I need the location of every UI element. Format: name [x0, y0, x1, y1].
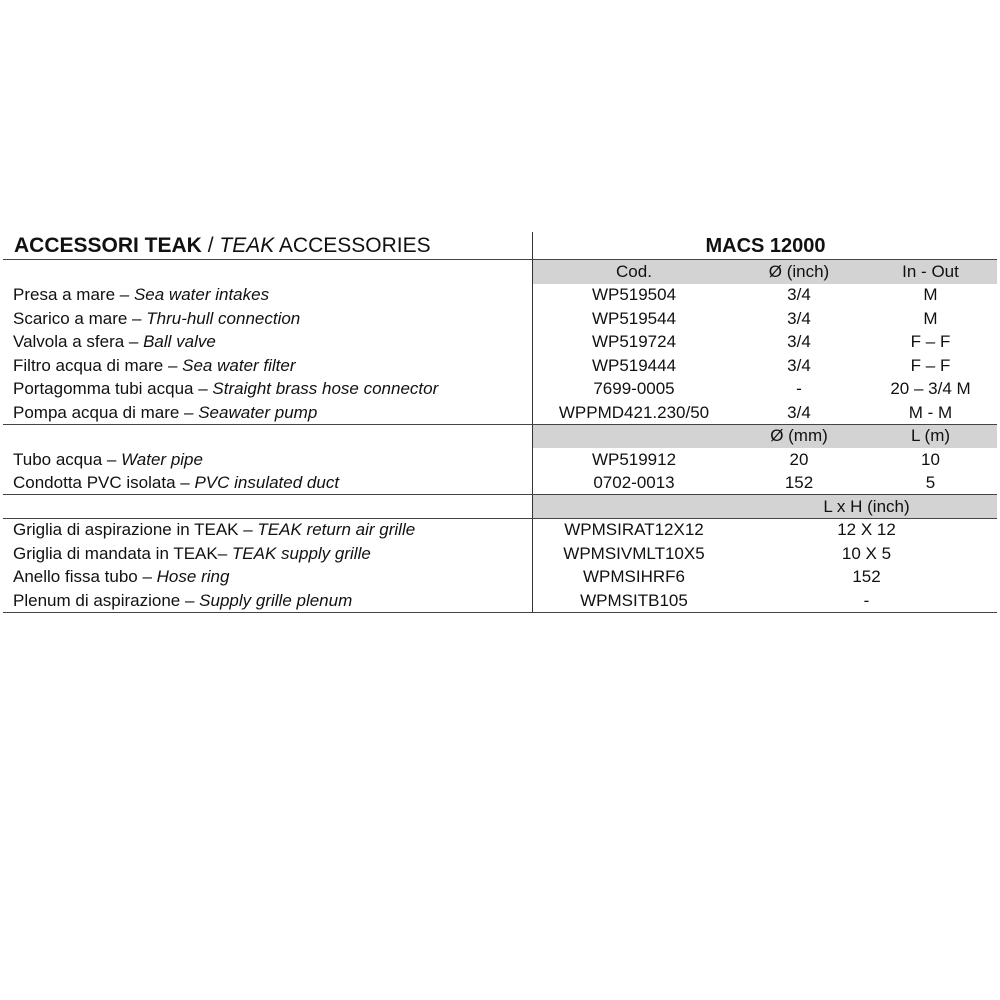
table-row [3, 378, 997, 402]
item-name: Griglia di aspirazione in TEAK – TEAK return air grille [13, 520, 416, 540]
item-name: Portagomma tubi acqua – Straight brass hose connector [13, 379, 439, 399]
item-code: WPMSIVMLT10X5 [563, 543, 705, 563]
item-in-out: F – F [910, 332, 951, 352]
item-name: Anello fissa tubo – Hose ring [13, 567, 230, 587]
item-name: Tubo acqua – Water pipe [13, 449, 203, 469]
table-title-row [3, 232, 997, 260]
table-title: ACCESSORI TEAK / TEAK ACCESSORIES [14, 234, 431, 257]
item-code: WPMSITB105 [580, 590, 688, 610]
item-diameter: - [796, 379, 802, 399]
item-name: Condotta PVC isolata – PVC insulated duct [13, 473, 340, 493]
item-name: Scarico a mare – Thru-hull connection [13, 308, 301, 328]
item-length: 10 [921, 449, 940, 469]
item-diameter: 3/4 [787, 355, 811, 375]
table-row [3, 472, 997, 496]
item-name: Pompa acqua di mare – Seawater pump [13, 402, 318, 422]
item-in-out: M - M [908, 402, 953, 422]
item-diameter: 20 [789, 449, 809, 469]
item-in-out: 20 – 3/4 M [890, 379, 971, 399]
table-row [3, 519, 997, 543]
title-teak-italic: TEAK [219, 234, 275, 257]
item-name: Presa a mare – Sea water intakes [13, 285, 270, 305]
table-row [3, 589, 997, 613]
item-code: WPMSIRAT12X12 [564, 520, 704, 540]
item-code: WPMSIHRF6 [583, 567, 685, 587]
header-diameter-inch: Ø (inch) [768, 261, 830, 281]
item-code: 0702-0013 [593, 473, 675, 493]
header-dimensions: L x H (inch) [823, 496, 910, 516]
item-in-out: F – F [910, 355, 951, 375]
model-title: MACS 12000 [705, 234, 826, 257]
item-code: WP519504 [591, 285, 677, 305]
title-english: ACCESSORIES [274, 234, 431, 257]
table-row [3, 354, 997, 378]
header-in-out: In - Out [902, 261, 959, 281]
header-row [3, 495, 997, 519]
item-name: Valvola a sfera – Ball valve [13, 332, 216, 352]
item-diameter: 3/4 [787, 308, 811, 328]
header-row [3, 425, 997, 449]
item-dimensions: 12 X 12 [837, 520, 896, 540]
item-diameter: 3/4 [787, 285, 811, 305]
item-code: WP519444 [591, 355, 677, 375]
item-code: WP519724 [591, 332, 677, 352]
table-row [3, 331, 997, 355]
divider [3, 612, 997, 613]
item-code: WP519912 [591, 449, 677, 469]
header-diameter-mm: Ø (mm) [770, 426, 828, 446]
item-in-out: M [923, 308, 938, 328]
table-row [3, 284, 997, 308]
header-cod: Cod. [616, 261, 652, 281]
item-code: WP519544 [591, 308, 677, 328]
table-row [3, 566, 997, 590]
item-name: Filtro acqua di mare – Sea water filter [13, 355, 296, 375]
table-row [3, 307, 997, 331]
accessories-table [3, 232, 997, 613]
item-name: Plenum di aspirazione – Supply grille plenum [13, 590, 353, 610]
item-code: 7699-0005 [593, 379, 675, 399]
item-length: 5 [925, 473, 936, 493]
item-diameter: 3/4 [787, 402, 811, 422]
item-name: Griglia di mandata in TEAK– TEAK supply grille [13, 543, 371, 563]
table-row [3, 401, 997, 425]
item-diameter: 152 [784, 473, 814, 493]
header-row [3, 260, 997, 284]
item-dimensions: 152 [852, 567, 881, 587]
item-code: WPPMD421.230/50 [558, 402, 710, 422]
item-diameter: 3/4 [787, 332, 811, 352]
item-dimensions: - [863, 590, 870, 610]
title-italian: ACCESSORI TEAK [14, 234, 202, 257]
item-in-out: M [923, 285, 938, 305]
table-row [3, 542, 997, 566]
item-dimensions: 10 X 5 [841, 543, 892, 563]
header-length: L (m) [910, 426, 951, 446]
table-row [3, 448, 997, 472]
